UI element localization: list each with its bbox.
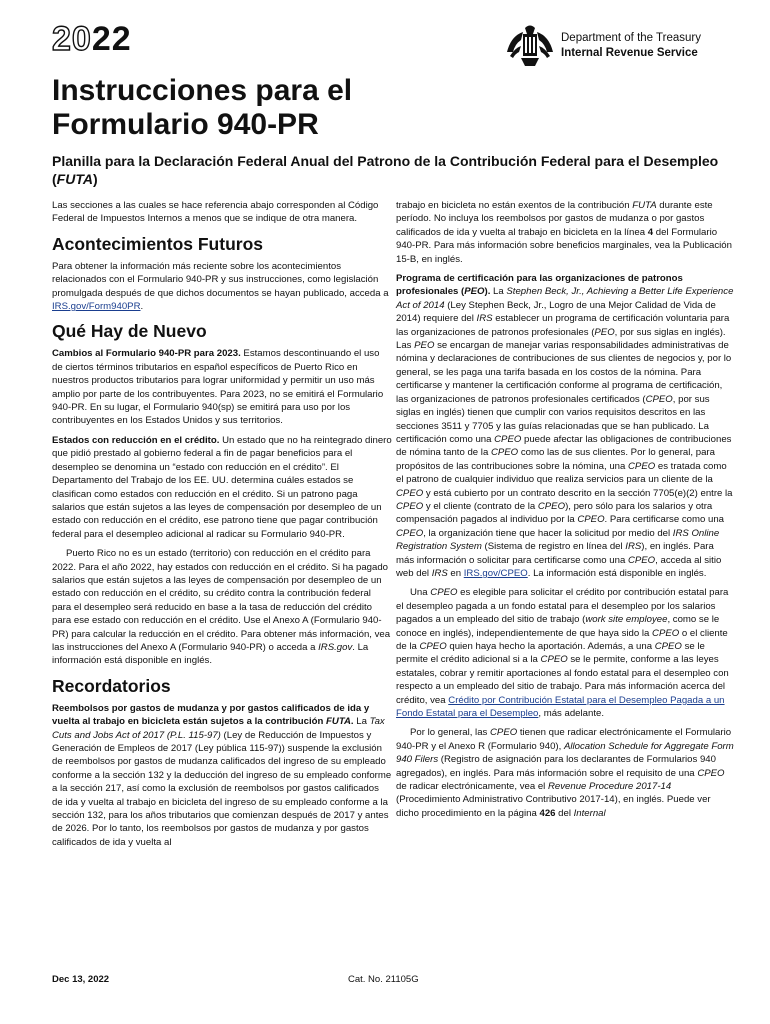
footer-date: Dec 13, 2022 [52, 974, 110, 985]
reimbursement-paragraph: Reembolsos por gastos de mudanza y por gastos calificados de ida y vuelta al trabajo en bicicleta están sujetos a la contribución FUTA. La Tax Cuts and Jobs Act of 2017 (P.L. 115-97) (Ley de Reducción de Impuestos y Generación de Empleos de 2017 (Ley pública 115-97)) suspende la exclusión de reembolsos por gastos de mudanza calificados del ingreso de su empleado conforme a la sección 132 y la deducción del ingreso de su empleado conforme a la sección 217, así como la exclusión de reembolsos por gastos calificados de ida y vuelta al trabajo en bicicleta del ingreso de su empleado conforme a la sección 132, para los años tributarios que comienzan después de 2017 y antes de 2026. Por lo tanto, los reembolsos por gastos de mudanza y por gastos calificados de ida y vuelta al [52, 702, 392, 848]
puerto-rico-paragraph: Puerto Rico no es un estado (territorio) con reducción en el crédito para 2022. Para el año 2022, hay estados con reducción en el crédito. Si ha pagado salarios que están sujetos a las leyes de compensación por desempleo de un estado con reducción en el crédito, su crédito contra la contribución federal para el desempleo será reducido en base a la tasa de reducción del crédito para ese estado con reducción en el crédito. Use el Anexo A (Formulario 940-PR) para calcular la reducción en el crédito. Para obtener más información, vea las instrucciones del Anexo A (Formulario 940-PR) o acceda a IRS.gov. La información está disponible en inglés. [52, 548, 391, 667]
year-outline-digits: 20 [52, 20, 92, 58]
agency-department: Department of the Treasury [561, 32, 701, 44]
peo-paragraph: Programa de certificación para las organizaciones de patronos profesionales (PEO). La Stephen Beck, Jr., Achieving a Better Life Experience Act of 2014 (Ley Stephen Beck, Jr., Logro de una Mejor Calidad de Vida de 2014) requiere del IRS establecer un programa de certificación voluntaria para las organizaciones de patronos profesionales (PEO, por sus siglas en inglés). Las PEO se encargan de manejar varias responsabilidades administrativas de nómina y declaraciones de contribuciones de sus clientes de negocios y, por lo general, se les paga una tarifa basada en los costos de la nómina. Para certificarse y mantener la certificación conforme al programa de certificación, las organizaciones de patronos profesionales certificados (CPEO, por sus siglas en inglés) tienen que cumplir con varios requisitos descritos en las secciones 3511 y 7705 y las guías relacionadas que se han publicado. La certificación como una CPEO puede afectar las obligaciones de contribuciones de nómina tanto de la CPEO como las de sus clientes. Por lo general, para propósitos de las contribuciones sobre la nómina, una CPEO es tratada como el patrono de cualquier individuo que realiza servicios para un cliente de la CPEO y está cubierto por un contrato descrito en la sección 7705(e)(2) entre la CPEO y el cliente (contrato de la CPEO), pero sólo para los salarios y otra compensación pagados al individuo por la CPEO. Para certificarse como una CPEO, la organización tiene que hacer la solicitud por medio del IRS Online Registration System (Sistema de registro en línea del IRS), en inglés. Para más información o solicitar para certificarse como una CPEO, acceda al sitio web del IRS en IRS.gov/CPEO. La información está disponible en inglés. [396, 273, 734, 579]
agency-irs: Internal Revenue Service [561, 47, 698, 59]
document-subtitle: Planilla para la Declaración Federal Anual del Patrono de la Contribución Federal para el Desempleo (FUTA) [52, 153, 719, 187]
cpeo-eligibility-paragraph: Una CPEO es elegible para solicitar el crédito por contribución estatal para el desempleo pagada a un fondo estatal para el desempleo por los salarios pagados a un empleado del sitio de trabajo (work site employee, como se le conoce en inglés), independientemente de que haya sido la CPEO o el cliente de la CPEO quien haya hecho la aportación. Además, a una CPEO se le permite el crédito adicional si a la CPEO se le permite, conforme a las leyes estatales, cobrar y remitir aportaciones al fondo estatal para el desempleo con respecto a un empleado del sitio de trabajo. Para más información acerca del crédito, vea Crédito por Contribución Estatal para el Desempleo Pagada a un Fondo Estatal para el Desempleo, más adelante. [396, 587, 729, 720]
left-column [52, 199, 392, 855]
irs-eagle-logo-icon [505, 22, 555, 68]
year-solid-digits: 22 [91, 20, 132, 58]
future-paragraph: Para obtener la información más reciente sobre los acontecimientos relacionados con el Formulario 940-PR y sus instrucciones, como legislación promulgada después de que dichos documentos se hayan publicado, acceda a IRS.gov/Form940PR. [52, 260, 389, 313]
heading-future-developments: Acontecimientos Futuros [52, 233, 263, 254]
cpeo-link[interactable]: IRS.gov/CPEO [463, 567, 528, 579]
agency-name [561, 31, 701, 61]
electronic-filing-paragraph: Por lo general, las CPEO tienen que radicar electrónicamente el Formulario 940-PR y el Anexo R (Formulario 940), Allocation Schedule for Aggregate Form 940 Filers (Registro de asignación para los declarantes de Formularios 940 agregados), en inglés. Para más información sobre el requisito de una CPEO de radicar electrónicamente, vea el Revenue Procedure 2017-14 (Procedimiento Administrativo Contributivo 2017-14), en inglés. Puede ver dicho procedimiento en la página 426 del Internal [396, 727, 734, 819]
form940pr-link[interactable]: IRS.gov/Form940PR [52, 301, 141, 313]
form-year [52, 22, 132, 56]
heading-whats-new: Qué Hay de Nuevo [52, 321, 207, 342]
footer-catalog-number: Cat. No. 21105G [348, 974, 419, 985]
changes-paragraph: Cambios al Formulario 940-PR para 2023. Estamos descontinuando el uso de ciertos términos tributarios en español específicos de Puerto Rico en nuestros productos tributarios para lograr uniformidad y permitir un uso más amplio por parte de los contribuyentes. Para 2023, no se emitirá el Formulario 940-PR. En su lugar, el Formulario 940(sp) se emitirá para uso por los contribuyentes en los Estados Unidos y sus territorios. [52, 348, 384, 427]
reimbursement-continued: trabajo en bicicleta no están exentos de la contribución FUTA durante este período. No incluya los reembolsos por gastos de mudanza o por gastos calificados de ida y vuelta al trabajo en bicicleta en la línea 4 del Formulario 940-PR. Para más información sobre beneficios marginales, vea la Publicación 15-B, en inglés. [396, 200, 732, 265]
state-unemployment-credit-link[interactable]: Crédito por Contribución Estatal para el Desempleo Pagada a un Fondo Estatal para el Desempleo [396, 694, 725, 720]
heading-reminders: Recordatorios [52, 675, 171, 696]
intro-paragraph: Las secciones a las cuales se hace referencia abajo corresponden al Código Federal de Impuestos Internos a menos que se indique de otra manera. [52, 200, 379, 225]
document-title: Instrucciones para el Formulario 940-PR [52, 74, 353, 141]
credit-reduction-paragraph: Estados con reducción en el crédito. Un estado que no ha reintegrado dinero que pidió prestado al gobierno federal a fin de pagar beneficios para el desempleo se denomina un “estado con reducción en el crédito”. El Departamento del Trabajo de los EE. UU. determina cuáles estados se clasifican como estados con reducción en el crédito. Si un patrono paga salarios que están sujetos a las leyes de compensación por desempleo de un estado con reducción en el crédito, ese patrono tiene que pagar contribución federal para el desempleo adicional al radicar su Formulario 940-PR. [52, 434, 392, 540]
right-column [396, 199, 734, 826]
